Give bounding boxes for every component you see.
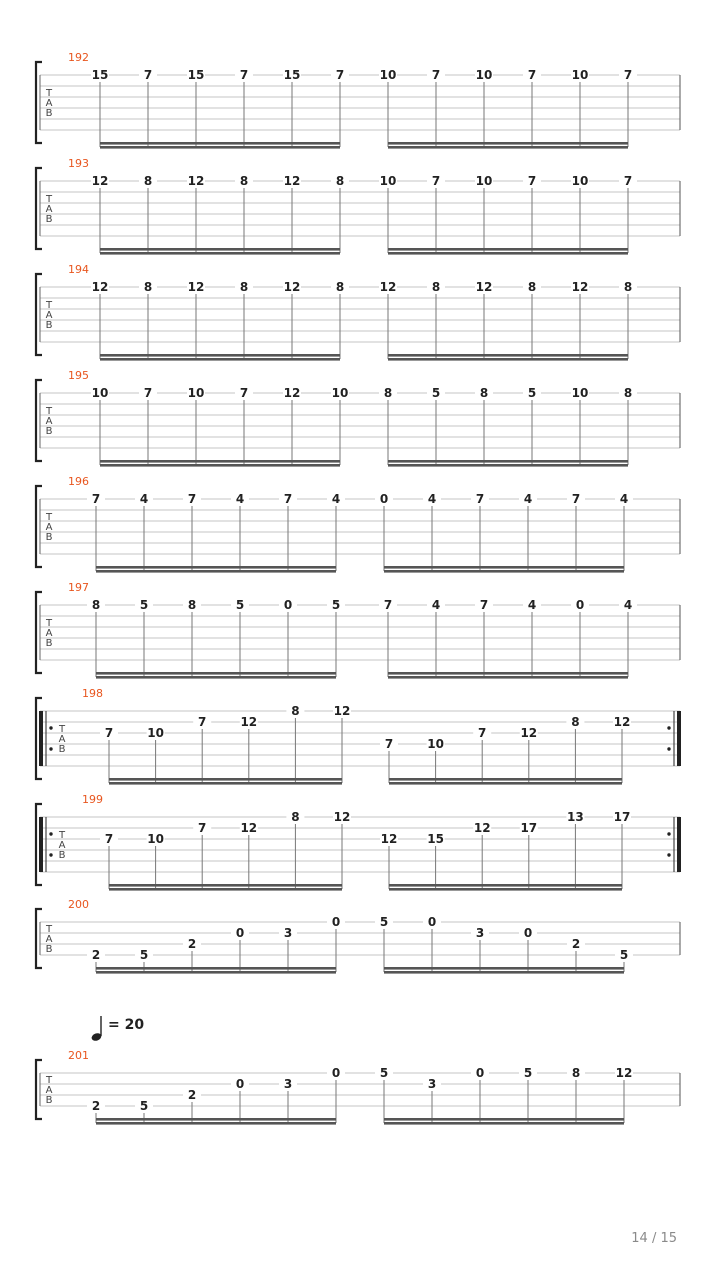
measure-number: 193 xyxy=(68,157,89,170)
fret-number: 7 xyxy=(104,726,114,740)
repeat-dot xyxy=(49,832,52,835)
tab-clef-letter: B xyxy=(45,1095,53,1106)
measure-number: 194 xyxy=(68,263,89,276)
fret-number: 10 xyxy=(571,386,589,400)
measure-number: 195 xyxy=(68,369,89,382)
fret-number: 3 xyxy=(475,926,485,940)
beam-primary xyxy=(96,672,336,675)
repeat-dot xyxy=(49,747,52,750)
fret-number: 10 xyxy=(187,386,205,400)
beam-primary xyxy=(96,566,336,569)
beam-secondary xyxy=(100,146,340,149)
fret-number: 12 xyxy=(283,280,301,294)
fret-number: 7 xyxy=(475,492,485,506)
tab-clef-letter: B xyxy=(58,744,66,755)
fret-number: 5 xyxy=(379,1066,389,1080)
beam-secondary xyxy=(384,570,624,573)
tab-system xyxy=(36,263,680,361)
beam-secondary xyxy=(388,676,628,679)
fret-number: 12 xyxy=(571,280,589,294)
fret-number: 7 xyxy=(104,832,114,846)
fret-number: 2 xyxy=(91,1099,101,1113)
fret-number: 8 xyxy=(571,715,580,729)
tab-clef-letter: B xyxy=(45,320,53,331)
fret-number: 4 xyxy=(139,492,149,506)
beam-primary xyxy=(384,566,624,569)
fret-number: 7 xyxy=(239,68,249,82)
fret-number: 10 xyxy=(571,174,589,188)
beam-primary xyxy=(388,672,628,675)
fret-number: 7 xyxy=(383,598,393,612)
fret-number: 8 xyxy=(623,386,633,400)
system-bracket xyxy=(36,592,42,673)
fret-number: 8 xyxy=(383,386,393,400)
tempo-marking xyxy=(91,1016,145,1042)
fret-number: 7 xyxy=(431,174,441,188)
repeat-dot xyxy=(667,853,670,856)
fret-number: 12 xyxy=(473,821,491,835)
fret-number: 10 xyxy=(147,726,164,740)
system-bracket xyxy=(36,168,42,249)
fret-number: 10 xyxy=(379,68,397,82)
fret-number: 0 xyxy=(379,492,389,506)
tab-system xyxy=(36,1049,680,1125)
tab-clef-letter: T xyxy=(45,924,53,935)
fret-number: 12 xyxy=(520,726,538,740)
beam-secondary xyxy=(100,358,340,361)
fret-number: 7 xyxy=(571,492,581,506)
tab-system xyxy=(36,157,680,255)
repeat-dot xyxy=(667,726,670,729)
fret-number: 4 xyxy=(527,598,537,612)
measure-number: 199 xyxy=(82,793,103,806)
fret-number: 8 xyxy=(335,174,345,188)
tab-clef-letter: A xyxy=(58,840,66,851)
fret-number: 8 xyxy=(143,174,153,188)
measure-number: 192 xyxy=(68,51,89,64)
fret-number: 10 xyxy=(379,174,397,188)
tab-system xyxy=(36,369,680,467)
fret-number: 8 xyxy=(479,386,489,400)
fret-number: 13 xyxy=(567,810,584,824)
measure-number: 200 xyxy=(68,898,89,911)
fret-number: 0 xyxy=(475,1066,485,1080)
tab-clef-letter: T xyxy=(45,88,53,99)
fret-number: 0 xyxy=(331,1066,341,1080)
fret-number: 12 xyxy=(240,715,258,729)
measure-number: 198 xyxy=(82,687,103,700)
tab-clef-letter: T xyxy=(45,300,53,311)
beam-secondary xyxy=(96,971,336,974)
tab-clef-letter: A xyxy=(45,204,53,215)
fret-number: 8 xyxy=(527,280,537,294)
beam-secondary xyxy=(96,570,336,573)
fret-number: 8 xyxy=(291,810,300,824)
beam-secondary xyxy=(384,1122,624,1125)
fret-number: 15 xyxy=(283,68,301,82)
fret-number: 7 xyxy=(335,68,345,82)
tab-clef-letter: A xyxy=(45,522,53,533)
fret-number: 12 xyxy=(475,280,493,294)
beam-primary xyxy=(389,778,622,781)
tab-clef-letter: B xyxy=(45,214,53,225)
fret-number: 8 xyxy=(239,280,249,294)
fret-number: 7 xyxy=(623,174,633,188)
beam-secondary xyxy=(388,358,628,361)
fret-number: 2 xyxy=(187,937,197,951)
fret-number: 5 xyxy=(527,386,537,400)
beam-secondary xyxy=(109,782,342,785)
fret-number: 5 xyxy=(139,948,149,962)
fret-number: 8 xyxy=(623,280,633,294)
tab-system xyxy=(36,51,680,149)
fret-number: 8 xyxy=(291,704,300,718)
beam-primary xyxy=(389,884,622,887)
fret-number: 2 xyxy=(187,1088,197,1102)
beam-primary xyxy=(388,142,628,145)
fret-number: 8 xyxy=(143,280,153,294)
measure-number: 197 xyxy=(68,581,89,594)
tab-clef-letter: A xyxy=(58,734,66,745)
fret-number: 10 xyxy=(331,386,349,400)
beam-secondary xyxy=(388,146,628,149)
fret-number: 0 xyxy=(235,1077,245,1091)
fret-number: 4 xyxy=(619,492,629,506)
tab-clef-letter: T xyxy=(58,830,66,841)
fret-number: 3 xyxy=(283,1077,293,1091)
repeat-dot xyxy=(49,853,52,856)
fret-number: 3 xyxy=(283,926,293,940)
beam-primary xyxy=(109,884,342,887)
fret-number: 4 xyxy=(431,598,441,612)
fret-number: 17 xyxy=(613,810,631,824)
fret-number: 7 xyxy=(239,386,249,400)
beam-secondary xyxy=(389,782,622,785)
fret-number: 7 xyxy=(527,174,537,188)
fret-number: 12 xyxy=(187,280,205,294)
beam-secondary xyxy=(388,252,628,255)
fret-number: 7 xyxy=(431,68,441,82)
fret-number: 10 xyxy=(571,68,589,82)
beam-primary xyxy=(100,142,340,145)
fret-number: 7 xyxy=(143,386,153,400)
beam-primary xyxy=(96,967,336,970)
beam-primary xyxy=(388,248,628,251)
beam-secondary xyxy=(96,676,336,679)
fret-number: 10 xyxy=(427,737,444,751)
fret-number: 5 xyxy=(379,915,389,929)
beam-secondary xyxy=(388,464,628,467)
tab-clef-letter: T xyxy=(45,406,53,417)
beam-secondary xyxy=(100,464,340,467)
fret-number: 7 xyxy=(198,715,207,729)
fret-number: 4 xyxy=(427,492,437,506)
system-bracket xyxy=(36,62,42,143)
fret-number: 0 xyxy=(575,598,585,612)
fret-number: 7 xyxy=(623,68,633,82)
fret-number: 10 xyxy=(91,386,109,400)
beam-primary xyxy=(100,354,340,357)
page-indicator: 14 / 15 xyxy=(631,1231,677,1246)
beam-primary xyxy=(388,354,628,357)
fret-number: 0 xyxy=(427,915,437,929)
fret-number: 3 xyxy=(427,1077,437,1091)
fret-number: 7 xyxy=(384,737,394,751)
tab-clef-letter: B xyxy=(58,850,66,861)
fret-number: 8 xyxy=(187,598,197,612)
tab-system xyxy=(36,793,680,891)
fret-number: 15 xyxy=(187,68,205,82)
measure-number: 201 xyxy=(68,1049,89,1062)
fret-number: 7 xyxy=(283,492,293,506)
system-bracket xyxy=(36,380,42,461)
fret-number: 12 xyxy=(91,174,109,188)
repeat-dot xyxy=(667,832,670,835)
fret-number: 12 xyxy=(380,832,398,846)
fret-number: 15 xyxy=(427,832,444,846)
tab-system xyxy=(36,475,680,573)
fret-number: 15 xyxy=(91,68,109,82)
tab-clef-letter: A xyxy=(45,628,53,639)
tab-clef-letter: A xyxy=(45,310,53,321)
fret-number: 7 xyxy=(91,492,101,506)
tab-clef-letter: A xyxy=(45,1085,53,1096)
fret-number: 8 xyxy=(91,598,101,612)
beam-primary xyxy=(96,1118,336,1121)
fret-number: 5 xyxy=(619,948,629,962)
fret-number: 4 xyxy=(523,492,533,506)
fret-number: 5 xyxy=(139,1099,149,1113)
fret-number: 8 xyxy=(335,280,345,294)
beam-secondary xyxy=(389,888,622,891)
fret-number: 5 xyxy=(431,386,441,400)
fret-number: 2 xyxy=(91,948,101,962)
beam-primary xyxy=(100,248,340,251)
tempo-value: = 20 xyxy=(108,1017,145,1033)
tab-system xyxy=(36,898,680,974)
fret-number: 12 xyxy=(187,174,205,188)
fret-number: 4 xyxy=(235,492,245,506)
repeat-dot xyxy=(49,726,52,729)
fret-number: 5 xyxy=(139,598,149,612)
fret-number: 12 xyxy=(615,1066,633,1080)
fret-number: 10 xyxy=(147,832,164,846)
fret-number: 0 xyxy=(331,915,341,929)
fret-number: 12 xyxy=(283,174,301,188)
fret-number: 12 xyxy=(333,704,351,718)
repeat-dot xyxy=(667,747,670,750)
beam-primary xyxy=(384,1118,624,1121)
system-bracket xyxy=(36,1060,42,1119)
fret-number: 4 xyxy=(623,598,633,612)
tab-system xyxy=(36,581,680,679)
tab-clef-letter: A xyxy=(45,934,53,945)
beam-secondary xyxy=(96,1122,336,1125)
fret-number: 5 xyxy=(523,1066,533,1080)
fret-number: 7 xyxy=(479,598,489,612)
beam-primary xyxy=(100,460,340,463)
tab-clef-letter: A xyxy=(45,98,53,109)
tab-clef-letter: B xyxy=(45,108,53,119)
fret-number: 12 xyxy=(333,810,351,824)
fret-number: 4 xyxy=(331,492,341,506)
fret-number: 12 xyxy=(283,386,301,400)
fret-number: 12 xyxy=(379,280,397,294)
fret-number: 5 xyxy=(235,598,245,612)
fret-number: 10 xyxy=(475,68,493,82)
fret-number: 8 xyxy=(431,280,441,294)
fret-number: 8 xyxy=(239,174,249,188)
fret-number: 8 xyxy=(571,1066,581,1080)
fret-number: 7 xyxy=(478,726,487,740)
beam-primary xyxy=(384,967,624,970)
tab-clef-letter: B xyxy=(45,426,53,437)
tab-clef-letter: B xyxy=(45,944,53,955)
tab-clef-letter: T xyxy=(45,512,53,523)
fret-number: 12 xyxy=(240,821,258,835)
system-bracket xyxy=(36,909,42,968)
fret-number: 7 xyxy=(143,68,153,82)
tab-clef-letter: B xyxy=(45,532,53,543)
beam-secondary xyxy=(100,252,340,255)
beam-secondary xyxy=(384,971,624,974)
beam-secondary xyxy=(109,888,342,891)
fret-number: 0 xyxy=(283,598,293,612)
beam-primary xyxy=(109,778,342,781)
beam-primary xyxy=(388,460,628,463)
fret-number: 7 xyxy=(527,68,537,82)
fret-number: 12 xyxy=(91,280,109,294)
tab-clef-letter: T xyxy=(58,724,66,735)
fret-number: 2 xyxy=(571,937,581,951)
fret-number: 5 xyxy=(331,598,341,612)
fret-number: 7 xyxy=(198,821,207,835)
tab-system xyxy=(36,687,680,785)
fret-number: 0 xyxy=(235,926,245,940)
fret-number: 12 xyxy=(613,715,631,729)
tab-clef-letter: T xyxy=(45,194,53,205)
measure-number: 196 xyxy=(68,475,89,488)
tab-clef-letter: A xyxy=(45,416,53,427)
fret-number: 17 xyxy=(520,821,538,835)
fret-number: 7 xyxy=(187,492,197,506)
system-bracket xyxy=(36,274,42,355)
tab-clef-letter: B xyxy=(45,638,53,649)
system-bracket xyxy=(36,486,42,567)
tab-clef-letter: T xyxy=(45,1075,53,1086)
tab-clef-letter: T xyxy=(45,618,53,629)
fret-number: 10 xyxy=(475,174,493,188)
fret-number: 0 xyxy=(523,926,533,940)
